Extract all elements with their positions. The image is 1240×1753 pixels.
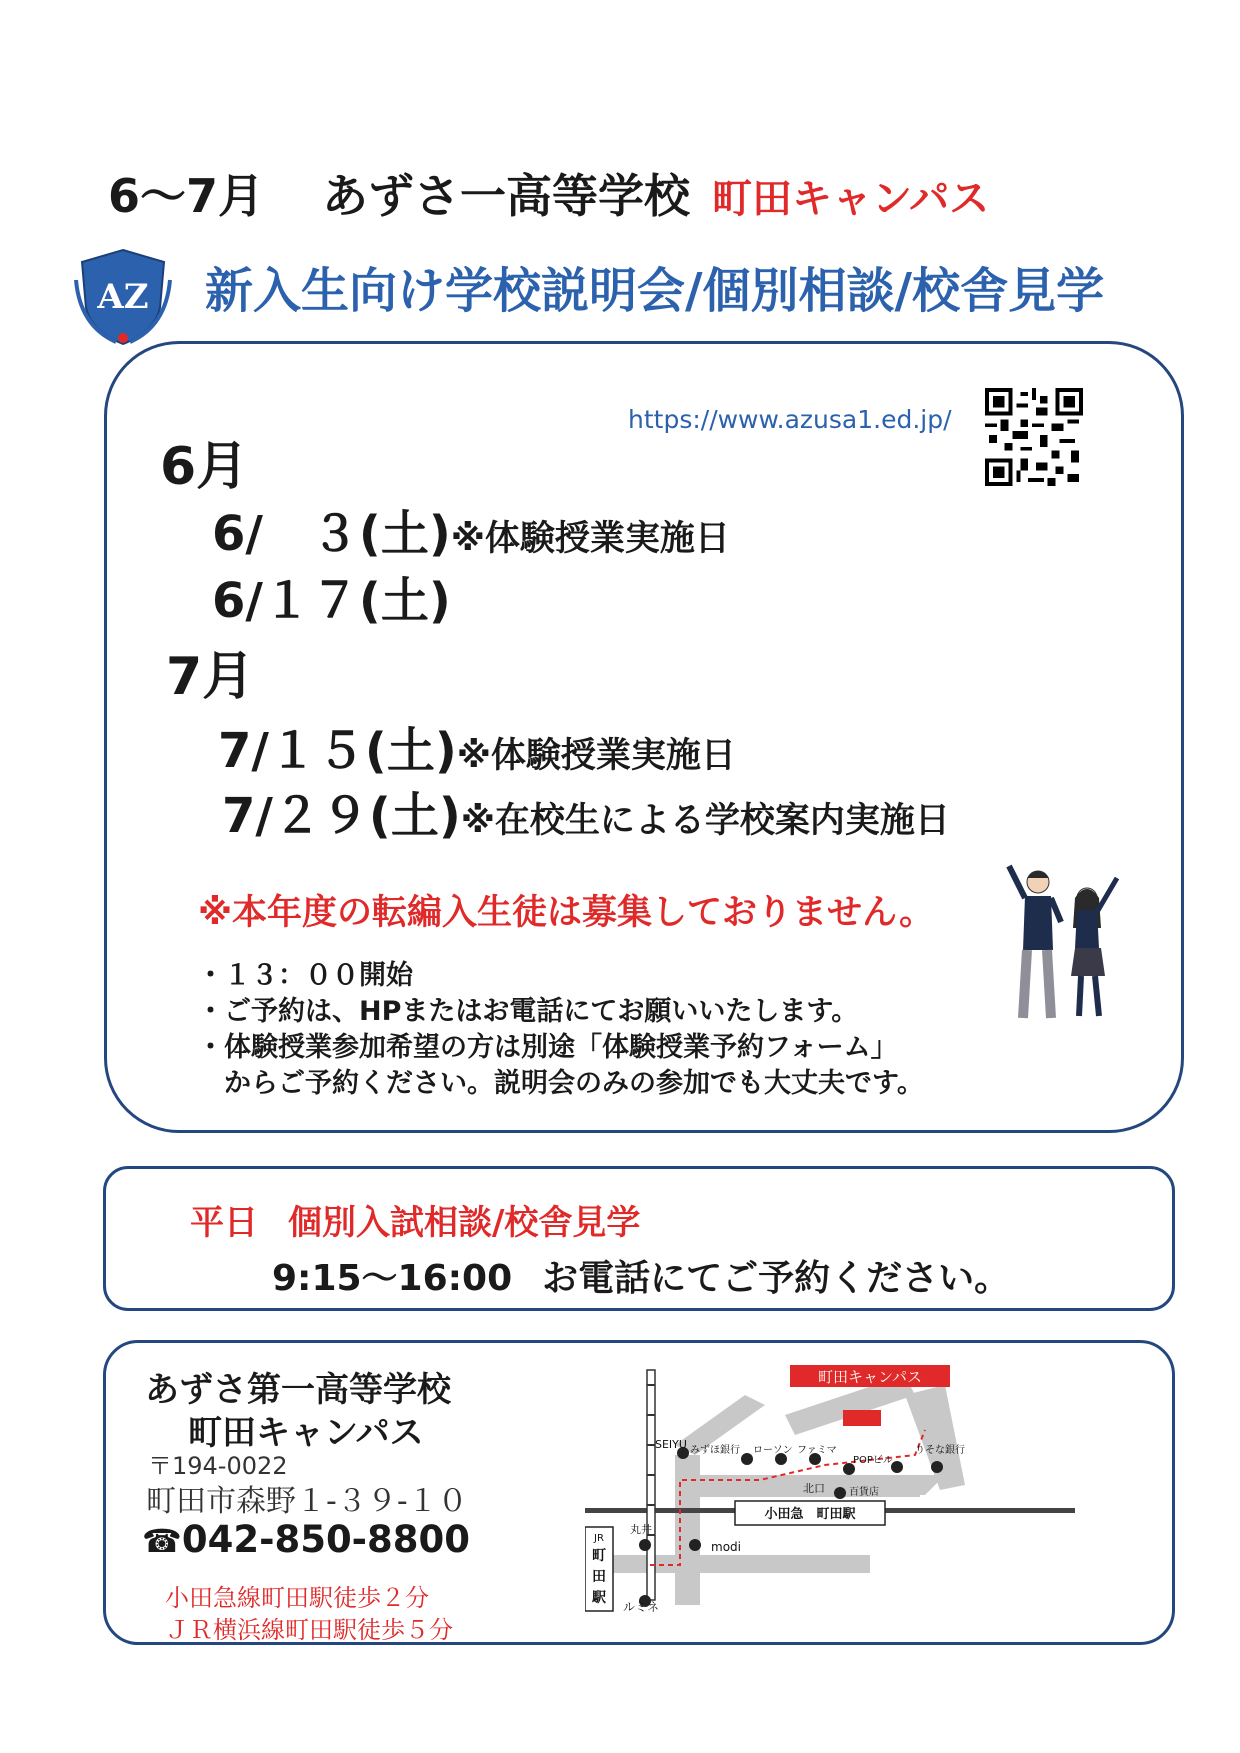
phone-text: 042-850-8800 [181, 1518, 471, 1561]
access-map [585, 1355, 1085, 1635]
access-info: ＪＲ横浜線町田駅徒歩５分 [165, 1616, 453, 1644]
school-emblem-icon [70, 246, 176, 350]
bullet-item: ・ご予約は、HPまたはお電話にてお願いいたします。 [197, 996, 859, 1027]
weekday-title-text: 個別入試相談/校舎見学 [288, 1203, 641, 1243]
event-date [222, 777, 950, 846]
students-illustration-icon [1005, 858, 1125, 1028]
postal-code: 〒194-0022 [148, 1452, 288, 1480]
map-campus-label: 町田キャンパス [818, 1368, 922, 1386]
school-name: あずさ一高等学校 [322, 169, 691, 223]
weekday-text: お電話にてご予約ください。 [542, 1258, 1011, 1299]
page-subtitle: 新入生向け学校説明会/個別相談/校舎見学 [205, 263, 1105, 319]
map-jr-station-2: 田 [592, 1569, 606, 1585]
date-text: 6/ ３(土) [212, 506, 451, 562]
map-kitaguchi: 北口 [803, 1482, 825, 1495]
map-familymart: ファミマ [797, 1445, 837, 1456]
transfer-notice: ※本年度の転編入生徒は募集しておりません。 [198, 893, 935, 933]
page-title [108, 160, 989, 226]
month-july: 7月 [166, 647, 255, 707]
phone-number[interactable] [142, 1518, 470, 1561]
map-mizuho: みずほ銀行 [690, 1445, 740, 1456]
map-lumine: ルミネ [623, 1600, 660, 1614]
event-date [218, 712, 736, 781]
website-link[interactable]: https://www.azusa1.ed.jp/ [628, 405, 952, 434]
address: 町田市森野１-３９-１０ [146, 1484, 468, 1519]
map-modi: modi [711, 1540, 741, 1554]
map-resona: りそな銀行 [915, 1445, 965, 1456]
map-jr-station-1: 町 [592, 1548, 606, 1564]
weekday-time: 9:15～16:00 [272, 1258, 513, 1299]
map-lawson: ローソン [753, 1445, 793, 1456]
map-pop: POPビル [853, 1455, 893, 1466]
date-text: 7/２９(土) [222, 788, 461, 844]
bullet-item: ・１３：００開始 [197, 960, 413, 991]
contact-school-name: あずさ第一高等学校 [145, 1370, 451, 1410]
weekday-label: 平日 [190, 1203, 258, 1243]
contact-campus-name: 町田キャンパス [188, 1413, 424, 1453]
bullet-item: ・体験授業参加希望の方は別途「体験授業予約フォーム」 [197, 1032, 898, 1063]
emblem-text: AZ [97, 277, 149, 317]
date-text: 6/１７(土) [212, 573, 451, 629]
date-note: ※体験授業実施日 [456, 736, 736, 776]
date-note: ※体験授業実施日 [450, 519, 730, 559]
phone-icon: ☎ [142, 1522, 182, 1560]
map-seiyu: SEIYU [655, 1438, 687, 1451]
weekday-title [190, 1195, 640, 1244]
map-dept: 百貨店 [849, 1487, 879, 1498]
map-marui: 丸井 [630, 1523, 652, 1536]
event-date [212, 495, 730, 564]
date-note: ※在校生による学校案内実施日 [460, 801, 950, 841]
period: 6～7月 [108, 169, 265, 223]
date-text: 7/１５(土) [218, 723, 457, 779]
weekday-hours [272, 1250, 1010, 1301]
qr-code-icon[interactable] [985, 388, 1083, 486]
map-jr-station-3: 駅 [592, 1590, 606, 1606]
campus-name: 町田キャンパス [712, 176, 990, 222]
map-odakyu: 小田急 町田駅 [764, 1507, 856, 1522]
event-date [212, 562, 451, 631]
map-jr: JR [594, 1533, 604, 1544]
month-june: 6月 [160, 437, 249, 497]
bullet-item: からご予約ください。説明会のみの参加でも大丈夫です。 [197, 1068, 924, 1099]
access-info: 小田急線町田駅徒歩２分 [165, 1584, 429, 1612]
